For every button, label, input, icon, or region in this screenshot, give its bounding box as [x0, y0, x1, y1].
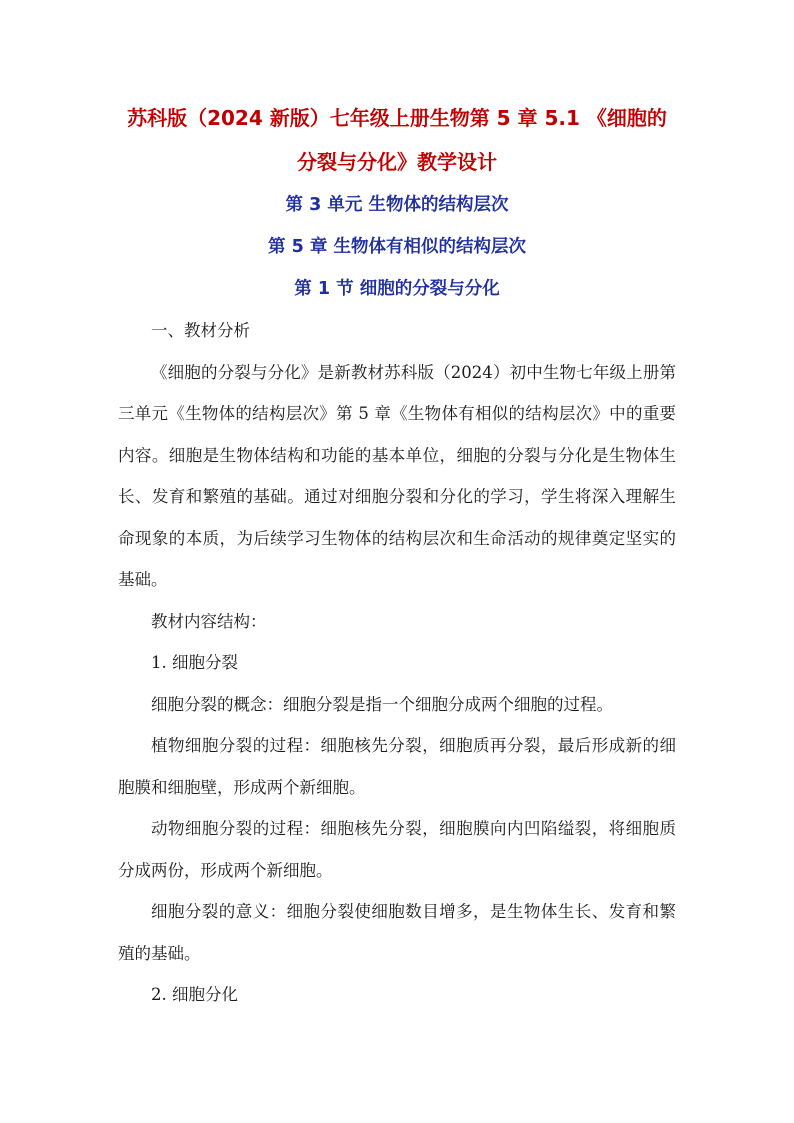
document-title: 苏科版（2024 新版）七年级上册生物第 5 章 5.1 《细胞的分裂与分化》教学设计: [127, 106, 667, 174]
cell-division-significance: 细胞分裂的意义：细胞分裂使细胞数目增多，是生物体生长、发育和繁殖的基础。: [118, 902, 676, 963]
document-page: [118, 96, 676, 1016]
cell-division-concept: 细胞分裂的概念：细胞分裂是指一个细胞分成两个细胞的过程。: [151, 694, 613, 714]
animal-cell-division-process: 动物细胞分裂的过程：细胞核先分裂，细胞膜向内凹陷缢裂，将细胞质分成两份，形成两个新细胞。: [118, 819, 676, 880]
content-structure-label: 教材内容结构：: [151, 611, 267, 631]
chapter-heading: 第 5 章 生物体有相似的结构层次: [268, 237, 526, 257]
section-heading: 第 1 节 细胞的分裂与分化: [294, 279, 500, 299]
unit-heading: 第 3 单元 生物体的结构层次: [285, 195, 509, 215]
section-label-textbook-analysis: 一、教材分析: [151, 321, 250, 340]
intro-paragraph: 《细胞的分裂与分化》是新教材苏科版（2024）初中生物七年级上册第三单元《生物体的结构层次》第 5 章《生物体有相似的结构层次》中的重要内容。细胞是生物体结构和功能的基本单位，细胞的分裂与分化是生物体生长、发育和繁殖的基础。通过对细胞分裂和分化的学习，学生将深入理解生命现象的本质，为后续学习生物体的结构层次和生命活动的规律奠定坚实的基础。: [118, 362, 676, 589]
plant-cell-division-process: 植物细胞分裂的过程：细胞核先分裂，细胞质再分裂，最后形成新的细胞膜和细胞壁，形成两个新细胞。: [118, 736, 676, 797]
subheading-cell-division: 1. 细胞分裂: [151, 653, 238, 672]
subheading-cell-differentiation: 2. 细胞分化: [151, 985, 238, 1004]
